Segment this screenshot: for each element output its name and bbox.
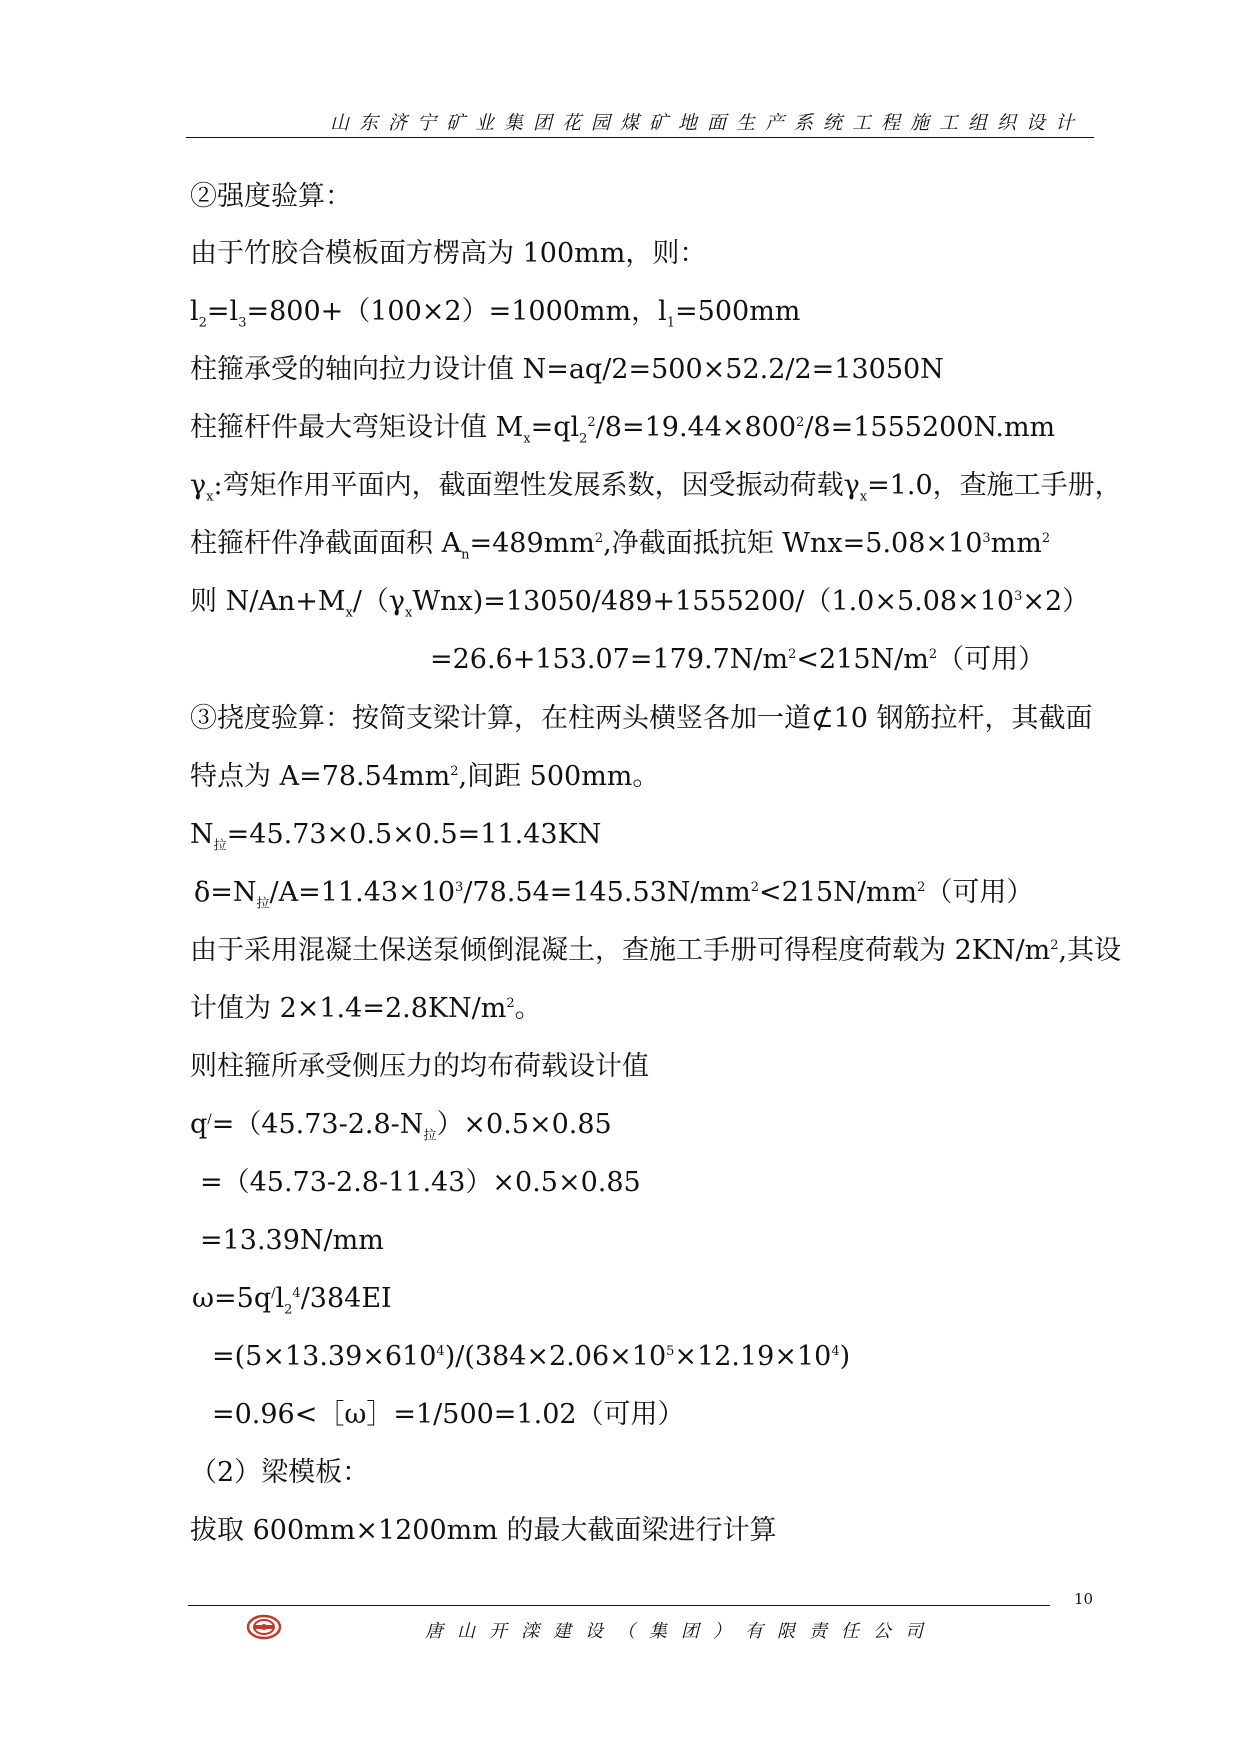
section-beam-formwork: （2）梁模板：: [190, 1457, 370, 1488]
formula-line: $N_拉=45.73\times 0.5\times 0.5=11.43KN$: [190, 819, 602, 854]
formula-line: =13.39N/mm: [200, 1225, 384, 1256]
paragraph-line: 由于采用混凝土保送泵倾倒混凝土，查施工手册可得程度荷载为 $2KN/m^2$,其设: [190, 935, 1122, 966]
footer-divider: [188, 1605, 1050, 1606]
paragraph-line: 计值为 $2\times 1.4=2.8KN/m^2$。: [190, 993, 542, 1024]
company-logo-icon: [246, 1614, 282, 1640]
formula-result-line: =0.96<［ω］=1/500=1.02（可用）: [212, 1399, 685, 1430]
paragraph-line: 拔取 600mm×1200mm 的最大截面梁进行计算: [190, 1515, 777, 1546]
formula-line: $q^/=(45.73-2.8-N_拉)\times 0.5\times 0.85$: [190, 1109, 612, 1144]
paragraph-line: 则柱箍所承受侧压力的均布荷载设计值: [190, 1051, 649, 1082]
formula-line: $\gamma_x$:弯矩作用平面内，截面塑性发展系数，因受振动荷载$\gamma_x=1.0$，查施工手册，: [190, 470, 1122, 505]
header-divider: [186, 137, 1094, 138]
page-number: 10: [1074, 1590, 1094, 1608]
paragraph-line: 由于竹胶合模板面方楞高为 100mm，则：: [190, 238, 707, 269]
formula-line: =（45.73-2.8-11.43）×0.5×0.85: [200, 1167, 641, 1198]
formula-line: $l_2=l_3=800+(100\times 2)=1000mm$，$l_1=500mm$: [190, 296, 801, 331]
formula-line: 柱箍杆件净截面面积 $A_n=489mm^2$,净截面抵抗矩 $Wnx=5.08\times 10^3mm^2$: [190, 528, 1051, 563]
formula-line: 特点为 $A=78.54mm^2$,间距 500mm。: [190, 761, 660, 792]
footer-company-name: 唐山开滦建设（集团）有限责任公司: [425, 1621, 937, 1642]
formula-line: $=(5\times 13.39\times 610^4)/(384\times 2.06\times 10^5\times 12.19\times 10^4)$: [212, 1341, 851, 1372]
section-deflection-check: ③挠度验算：按简支梁计算，在柱两头横竖各加一道⊄10 钢筋拉杆，其截面: [190, 703, 1093, 734]
paragraph-line: 柱箍承受的轴向拉力设计值 N=aq/2=500×52.2/2=13050N: [190, 354, 944, 385]
formula-line: 柱箍杆件最大弯矩设计值 $M_x=ql_2^2/8=19.44\times 800^2/8=1555200N.mm$: [190, 412, 1056, 447]
formula-line: 则 $N/An+M_x/(\gamma_xWnx)=13050/489+1555200/(1.0\times 5.08\times 10^3\times 2)$: [190, 586, 1090, 621]
document-header-title: 山东济宁矿业集团花园煤矿地面生产系统工程施工组织设计: [330, 112, 1085, 134]
section-strength-check: ②强度验算：: [190, 181, 352, 212]
formula-line: $\delta=N_拉/A=11.43\times 10^3/78.54=145.53N/mm^2<215N/mm^2$（可用）: [194, 877, 1034, 912]
formula-line: $\omega=5q^/l_2^4/384EI$: [192, 1283, 392, 1318]
formula-result-line: $=26.6+153.07=179.7N/m^2<215N/m^2$（可用）: [430, 644, 1046, 675]
